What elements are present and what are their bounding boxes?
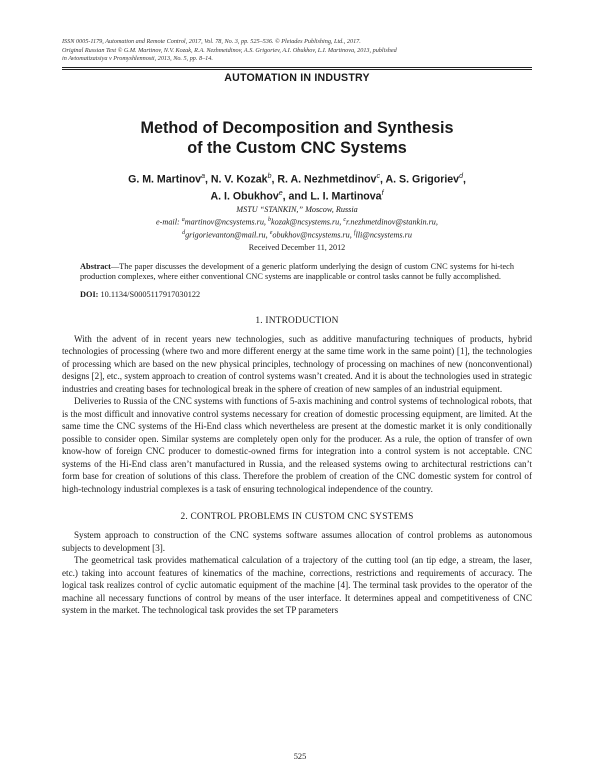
author-sup: f bbox=[381, 189, 384, 197]
received-date: Received December 11, 2012 bbox=[248, 242, 346, 252]
abstract-text: —The paper discusses the development of a generic platform underlying the design of custom CNC systems for hi-tech production complexes, where either conventional CNC systems are inapplicable or control tasks cannot be fully accomplished. bbox=[80, 261, 514, 282]
section-heading: 2. CONTROL PROBLEMS IN CUSTOM CNC SYSTEMS bbox=[180, 512, 414, 523]
author-list: G. M. Martinov$^a$, N. V. Kozak$^b$, R. A. Nezhmetdinov$^c$, A. S. Grigoriev$^d$, A. I. Obukhov$^e$, and L. I. Martinova$^f$ bbox=[128, 172, 466, 203]
email-link[interactable]: obukhov@ncsystems.ru bbox=[272, 231, 350, 241]
header-line: in Avtomatizatsiya v Promyshlennosti, 2013, No. 5, pp. 8–14. bbox=[62, 55, 213, 62]
paper-title bbox=[62, 118, 532, 158]
affiliation: MSTU “STANKIN,” Moscow, Russia bbox=[236, 204, 358, 214]
abstract bbox=[80, 262, 514, 283]
body-paragraph: Deliveries to Russia of the CNC systems with functions of 5-axis machining and control systems of technological robots, that is the most difficult and innovative control systems necessary for creation of domestic processing equipment, are limited. At the same time the CNC systems of the Hi-End class which nevertheless are present at the domestic market it is only conditionally possible to consider open. Similar systems are completely open only for the producer. As a rule, the option of transfer of own know-how of foreign CNC producer to domestic-owned firms for integration into a control system is not acceptable. CNC systems of the Hi-End class aren’t manufactured in Russia, and the released systems owing to architectural restrictions can’t form base for creation of solutions of this class. Therefore the problem of creation of the CNC domestic system for control of high-technology industrial complexes is a task of ensuring technological independence of the country. bbox=[62, 396, 532, 494]
author-sup: e bbox=[278, 189, 283, 197]
email-link[interactable]: martinov@ncsystems.ru bbox=[184, 217, 264, 227]
body-paragraph: The geometrical task provides mathematical calculation of a trajectory of the cutting tool (an tip edge, a stream, the laser, etc.) taking into account features of kinematics of the machine, corrections, restrictions and requirements of accuracy. The logical task realizes control of cyclic automatic equipment of the machine [4]. The terminal task provides to the operator of the machine all necessary functions of control by means of the user interface. It determines appeal and competitiveness of CNC system in the market. The technological task provides the set TP parameters bbox=[62, 555, 532, 616]
header-line: Original Russian Text © G.M. Martinov, N.V. Kozak, R.A. Nezhmetdinov, A.S. Grigoriev, A.I. Obukhov, L.I. Martinova, 2013, published bbox=[62, 46, 397, 54]
author-sup: a bbox=[201, 172, 205, 180]
author-sup: b bbox=[267, 172, 272, 180]
author-name: L. I. Martinova bbox=[310, 190, 382, 203]
journal-section: AUTOMATION IN INDUSTRY bbox=[224, 71, 370, 84]
body-paragraph: System approach to construction of the CNC systems software assumes allocation of control problems as autonomous subjects to development [3]. bbox=[62, 530, 532, 553]
header-rule bbox=[62, 67, 532, 70]
author-sup: d bbox=[459, 172, 463, 180]
section-heading: 1. INTRODUCTION bbox=[255, 315, 339, 326]
email-link[interactable]: kozak@ncsystems.ru bbox=[271, 217, 340, 227]
doi-link[interactable]: 10.1134/S0005117917030122 bbox=[100, 289, 201, 299]
author-sup: c bbox=[376, 172, 380, 180]
page-number: 525 bbox=[293, 752, 307, 761]
title-line: of the Custom CNC Systems bbox=[187, 138, 407, 157]
title-line: Method of Decomposition and Synthesis bbox=[140, 118, 454, 137]
email-link[interactable]: lli@ncsystems.ru bbox=[355, 231, 412, 241]
body-paragraph: With the advent of in recent years new technologies, such as additive manufacturing techniques of products, hybrid technologies of processing (where two and more different energy at the same time work in the same point) [1], the technologies of processing which are based on the new physical principles, technology of processing on machines of new (nonconventional) designs [2], etc., system approach to creation of control systems wasn’t created. And it is about the technologies used in strategic industries and creating bases for technological break in the sphere of creation of new samples of an industrial equipment. bbox=[62, 333, 532, 394]
author-name: N. V. Kozak bbox=[210, 173, 268, 186]
author-name: A. S. Grigoriev bbox=[385, 173, 460, 186]
abstract-label: Abstract bbox=[80, 261, 111, 271]
email-link[interactable]: r.nezhmetdinov@stankin.ru bbox=[346, 217, 436, 227]
email-prefix: e-mail: bbox=[156, 217, 180, 227]
author-name: R. A. Nezhmetdinov bbox=[277, 173, 377, 186]
affiliation-block: MSTU “STANKIN,” Moscow, Russia e-mail: $^a$martinov@ncsystems.ru, $^b$kozak@ncsystems.ru, $^c$r.nezhmetdinov@stankin.ru, $^d$grigorievanton@mail.ru, $^e$obukhov@ncsystems.ru, $^f$lli@ncsystems.ru bbox=[62, 205, 532, 242]
header-line: ISSN 0005-1179, Automation and Remote Control, 2017, Vol. 78, No. 3, pp. 525–536. © Pleiades Publishing, Ltd., 2017. bbox=[62, 38, 361, 45]
doi bbox=[80, 290, 514, 299]
doi-label: DOI: bbox=[80, 289, 99, 299]
paper-page bbox=[62, 38, 532, 617]
author-name: A. I. Obukhov bbox=[210, 190, 279, 203]
journal-header bbox=[62, 38, 532, 64]
author-name: G. M. Martinov bbox=[128, 173, 202, 186]
email-link[interactable]: grigorievanton@mail.ru bbox=[185, 231, 266, 241]
